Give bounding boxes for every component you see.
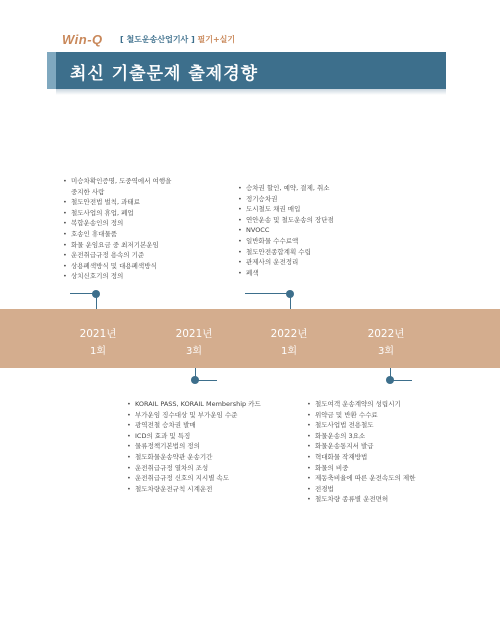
page-title: 최신 기출문제 출제경향 [70,64,259,84]
list-item: • 철도차량운전규칙 시계운전 [127,484,297,495]
topic-list-2022-3 [307,399,467,505]
list-item: • 위약금 및 반환 수수료 [307,410,467,421]
timeline-round: 3회 [185,346,203,357]
list-item: • 부가운임 징수대상 및 부가운임 수준 [127,410,297,421]
timeline-year: 2022년 [270,328,308,340]
list-item: • 화물의 비중 [307,463,467,474]
title-shadow [56,89,446,95]
list-item: • 미승차확인증명, 도중역에서 여행을 [63,176,223,187]
timeline-line-2021-3 [195,380,217,381]
timeline-year: 2021년 [79,328,117,340]
list-item: • ICD의 효과 및 특징 [127,431,297,442]
timeline-year: 2021년 [175,328,213,340]
list-item: • 철도여객 운송계약의 성립시기 [307,399,467,410]
topic-list-2021-3 [127,399,297,494]
list-item: • 정기승차권 [238,194,388,205]
timeline-round: 1회 [280,346,298,357]
list-item: • 상용폐색방식 및 대용폐색방식 [63,261,223,272]
list-item: • 화물운송의 3요소 [307,431,467,442]
running-header [0,30,500,50]
list-item: • 호송인 휴대물품 [63,229,223,240]
timeline-band [0,309,500,368]
timeline-year: 2022년 [367,328,405,340]
timeline-round: 1회 [89,346,107,357]
list-item: • 운전취급규정 용속의 기준 [63,250,223,261]
list-item: • 폐색 [238,268,388,279]
list-item-continued: 중지한 사람 [71,187,105,196]
list-item: • 혁대화물 작재방법 [307,452,467,463]
list-item: • 승차권 할인, 예약, 결제, 취소 [238,183,388,194]
list-item: • 연안운송 및 철도운송의 장단점 [238,215,388,226]
list-item: • 복합운송인의 정의 [63,218,223,229]
list-item: • 철도사업의 휴업, 폐업 [63,208,223,219]
list-item: • KORAIL PASS, KORAIL Membership 카드 [127,399,297,410]
list-item: • 철도차량 종류별 운전면허 [307,494,467,505]
list-item: • 화물 운임요금 중 최저기본운임 [63,240,223,251]
timeline-stem-2021-1 [96,297,97,309]
list-item: • 상치신호기의 정의 [63,271,223,282]
list-item: • 화물운송통지서 발급 [307,441,467,452]
topic-list-2021-1 [63,176,223,282]
book-title-sub: 필기+실기 [197,35,236,44]
list-item: • 철도안전종합계획 수립 [238,247,388,258]
list-item: • 도시철도 채권 매입 [238,204,388,215]
brand-logo: Win-Q [62,32,103,47]
list-item: • NVOCC [238,225,388,236]
page-title-bar [56,52,446,89]
topic-list-2022-1 [238,183,388,278]
timeline-line-2022-3 [390,380,412,381]
list-item: • 제동축비율에 따른 운전속도의 제한 [307,473,467,484]
title-notch [47,52,56,89]
list-item: • 관제사의 운전정리 [238,257,388,268]
timeline-line-2022-1 [245,293,290,294]
list-item: • 철도화물운송약관 운송기간 [127,452,297,463]
book-title: [ 철도운송산업기사 ] 필기+실기 [120,35,236,44]
timeline-stem-2022-1 [290,297,291,309]
list-item: • 물류정책기본법의 정의 [127,441,297,452]
list-item: • 철도안전법 벌칙, 과태료 [63,197,223,208]
list-item: • 운전취급규정 열차의 조성 [127,463,297,474]
list-item: • 전경법 [307,484,467,495]
list-item: • 운전취급규정 신호의 지시별 속도 [127,473,297,484]
list-item: • 철도사업법 전용철도 [307,420,467,431]
timeline-round: 3회 [377,346,395,357]
book-title-main: 철도운송산업기사 [126,35,189,44]
list-item: • 광역전철 승차권 발매 [127,420,297,431]
timeline-line-2021-1 [70,293,96,294]
list-item: • 일반화물 수수료액 [238,236,388,247]
